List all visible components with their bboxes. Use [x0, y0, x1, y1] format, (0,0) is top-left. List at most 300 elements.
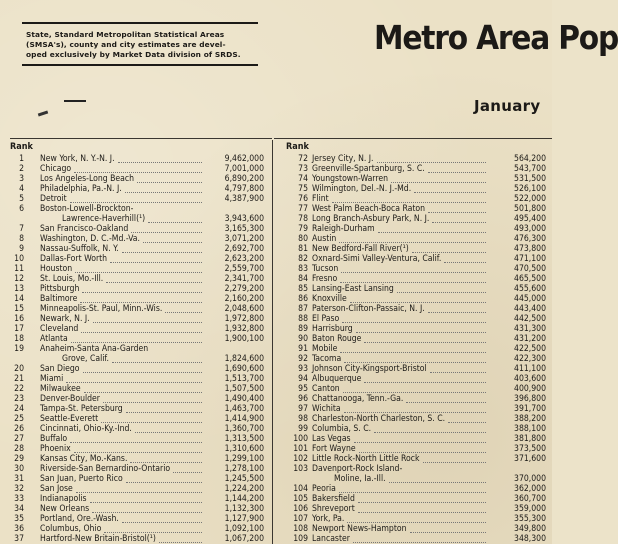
leader-dots	[125, 185, 202, 193]
rank-number: 107	[293, 514, 308, 524]
population-value: 3,943,600	[224, 214, 264, 224]
metro-area-name-continued: Moline, Ia.-Ill.	[334, 474, 386, 484]
leader-dots	[90, 495, 202, 503]
table-row	[276, 414, 552, 424]
leader-dots	[389, 475, 486, 483]
metro-area-name: Las Vegas	[312, 434, 351, 444]
population-value: 3,071,200	[224, 234, 264, 244]
population-value: 531,500	[514, 174, 546, 184]
table-row	[0, 374, 272, 384]
population-value: 348,300	[514, 534, 546, 544]
metro-area-name: Long Branch-Asbury Park, N. J.	[312, 214, 430, 224]
rank-number: 5	[19, 194, 24, 204]
table-row	[276, 264, 552, 274]
rank-number: 13	[14, 284, 24, 294]
metro-area-name: Buffalo	[40, 434, 68, 444]
population-value: 1,900,100	[224, 334, 264, 344]
population-value: 355,300	[514, 514, 546, 524]
rank-number: 108	[293, 524, 308, 534]
metro-area-name: Tampa-St. Petersburg	[40, 404, 123, 414]
intro-line: oped exclusively by Market Data division of SRDS.	[26, 50, 241, 59]
rank-number: 19	[14, 344, 24, 354]
table-row	[0, 254, 272, 264]
leader-dots	[358, 505, 486, 513]
metro-area-name-continued: Lawrence-Haverhill(¹)	[62, 214, 146, 224]
table-row	[0, 464, 272, 474]
metro-area-name: San Diego	[40, 364, 80, 374]
population-value: 422,300	[514, 354, 546, 364]
population-value: 473,800	[514, 244, 546, 254]
population-value: 455,600	[514, 284, 546, 294]
metro-area-name: Los Angeles-Long Beach	[40, 174, 135, 184]
metro-area-name: Lansing-East Lansing	[312, 284, 394, 294]
table-row	[276, 284, 552, 294]
rank-number: 22	[14, 384, 24, 394]
leader-dots	[428, 165, 486, 173]
metro-area-name: Paterson-Clifton-Passaic, N. J.	[312, 304, 425, 314]
leader-dots	[374, 425, 486, 433]
leader-dots	[106, 275, 202, 283]
rank-number: 89	[298, 324, 308, 334]
ranking-column-left	[0, 154, 272, 544]
population-value: 2,048,600	[224, 304, 264, 314]
leader-dots	[350, 295, 486, 303]
rank-number: 83	[298, 264, 308, 274]
rank-number: 72	[298, 154, 308, 164]
leader-dots	[432, 215, 486, 223]
intro-line: State, Standard Metropolitan Statistical Areas	[26, 30, 225, 39]
table-row	[0, 184, 272, 194]
leader-dots	[423, 455, 486, 463]
metro-area-name: El Paso	[312, 314, 340, 324]
rank-number: 98	[298, 414, 308, 424]
table-row	[0, 404, 272, 414]
metro-area-name: New Orleans	[40, 504, 90, 514]
rank-number: 14	[14, 294, 24, 304]
metro-area-name: Hartford-New Britain-Bristol(¹)	[40, 534, 156, 544]
metro-area-name: Raleigh-Durham	[312, 224, 375, 234]
leader-dots	[159, 535, 202, 543]
table-row	[276, 354, 552, 364]
leader-dots	[339, 235, 486, 243]
leader-dots	[410, 525, 486, 533]
metro-area-name: Indianapolis	[40, 494, 87, 504]
leader-dots	[130, 455, 202, 463]
metro-area-name: Peoria	[312, 484, 336, 494]
population-value: 360,700	[514, 494, 546, 504]
population-value: 2,623,200	[224, 254, 264, 264]
leader-dots	[80, 295, 202, 303]
leader-dots	[76, 485, 202, 493]
population-value: 1,092,100	[224, 524, 264, 534]
leader-dots	[430, 365, 486, 373]
population-value: 403,600	[514, 374, 546, 384]
table-row	[276, 504, 552, 514]
metro-area-name: Chattanooga, Tenn.-Ga.	[312, 394, 404, 404]
metro-area-name: Seattle-Everett	[40, 414, 99, 424]
rank-number: 26	[14, 424, 24, 434]
column-rule-left	[10, 138, 272, 139]
population-value: 2,341,700	[224, 274, 264, 284]
rank-number: 2	[19, 164, 24, 174]
table-row	[0, 494, 272, 504]
leader-dots	[84, 385, 202, 393]
table-row	[0, 394, 272, 404]
leader-dots	[70, 195, 202, 203]
leader-dots	[103, 395, 202, 403]
population-value: 1,972,800	[224, 314, 264, 324]
table-row	[0, 514, 272, 524]
population-value: 470,500	[514, 264, 546, 274]
rank-number: 11	[14, 264, 24, 274]
table-row	[0, 484, 272, 494]
rank-number: 31	[14, 474, 24, 484]
population-value: 6,890,200	[224, 174, 264, 184]
metro-area-name: Harrisburg	[312, 324, 353, 334]
leader-dots	[75, 265, 202, 273]
table-row	[0, 364, 272, 374]
population-value: 1,144,200	[224, 494, 264, 504]
population-value: 501,800	[514, 204, 546, 214]
table-row	[276, 434, 552, 444]
leader-dots	[82, 285, 202, 293]
metro-area-name: Anaheim-Santa Ana-Garden	[40, 344, 149, 354]
rank-number: 4	[19, 184, 24, 194]
rank-number: 93	[298, 364, 308, 374]
rank-number: 81	[298, 244, 308, 254]
leader-dots	[126, 475, 202, 483]
table-row	[276, 274, 552, 284]
rank-number: 97	[298, 404, 308, 414]
table-row	[276, 444, 552, 454]
table-row	[276, 184, 552, 194]
population-value: 1,414,900	[224, 414, 264, 424]
leader-dots	[339, 485, 486, 493]
leader-dots	[71, 335, 202, 343]
rank-number: 95	[298, 384, 308, 394]
metro-area-name: Charleston-North Charleston, S. C.	[312, 414, 446, 424]
leader-dots	[135, 425, 202, 433]
population-value: 493,000	[514, 224, 546, 234]
metro-area-name: Wilmington, Del.-N. J.-Md.	[312, 184, 412, 194]
rank-number: 18	[14, 334, 24, 344]
table-row	[0, 294, 272, 304]
metro-area-name: Kansas City, Mo.-Kans.	[40, 454, 128, 464]
table-row	[276, 404, 552, 414]
metro-area-name: Miami	[40, 374, 64, 384]
table-row	[0, 454, 272, 464]
rank-number: 34	[14, 504, 24, 514]
table-row	[276, 454, 552, 464]
column-rule-right	[274, 138, 552, 139]
leader-dots	[359, 445, 486, 453]
population-value: 1,932,800	[224, 324, 264, 334]
population-value: 4,387,900	[224, 194, 264, 204]
table-row	[0, 314, 272, 324]
population-value: 1,278,100	[224, 464, 264, 474]
leader-dots	[173, 465, 202, 473]
leader-dots	[93, 315, 202, 323]
leader-dots	[110, 255, 202, 263]
dateline: January	[474, 97, 541, 115]
population-value: 1,513,700	[224, 374, 264, 384]
population-value: 431,200	[514, 334, 546, 344]
population-value: 1,127,900	[224, 514, 264, 524]
population-value: 443,400	[514, 304, 546, 314]
rank-number: 103	[293, 464, 308, 474]
metro-area-name: Austin	[312, 234, 337, 244]
rank-number: 1	[19, 154, 24, 164]
metro-area-name: Flint	[312, 194, 329, 204]
rank-number: 79	[298, 224, 308, 234]
metro-area-name: Chicago	[40, 164, 72, 174]
rank-number: 10	[14, 254, 24, 264]
metro-area-name: Tucson	[312, 264, 339, 274]
population-value: 2,279,200	[224, 284, 264, 294]
leader-dots	[137, 175, 202, 183]
leader-dots	[343, 385, 486, 393]
table-row	[276, 304, 552, 314]
metro-area-name: Boston-Lowell-Brockton-	[40, 204, 134, 214]
table-row	[0, 424, 272, 434]
population-value: 1,690,600	[224, 364, 264, 374]
rank-number: 73	[298, 164, 308, 174]
population-value: 391,700	[514, 404, 546, 414]
metro-area-name: Washington, D. C.-Md.-Va.	[40, 234, 140, 244]
table-row	[0, 304, 272, 314]
table-row	[0, 324, 272, 334]
metro-area-name: Oxnard-Simi Valley-Ventura, Calif.	[312, 254, 442, 264]
print-mark	[64, 100, 86, 102]
rank-number: 106	[293, 504, 308, 514]
leader-dots	[406, 395, 486, 403]
leader-dots	[101, 415, 202, 423]
rank-number: 23	[14, 394, 24, 404]
rank-number: 15	[14, 304, 24, 314]
rank-number: 32	[14, 484, 24, 494]
table-row	[276, 294, 552, 304]
rank-number: 100	[293, 434, 308, 444]
metro-area-name: Milwaukee	[40, 384, 81, 394]
population-value: 4,797,800	[224, 184, 264, 194]
table-row	[276, 204, 552, 214]
leader-dots	[342, 315, 486, 323]
leader-dots	[354, 435, 486, 443]
table-row	[276, 234, 552, 244]
rank-number: 8	[19, 234, 24, 244]
leader-dots	[126, 405, 202, 413]
rank-number: 36	[14, 524, 24, 534]
metro-area-name: Davenport-Rock Island-	[312, 464, 403, 474]
leader-dots	[118, 155, 202, 163]
metro-area-name: Shreveport	[312, 504, 355, 514]
leader-dots	[412, 245, 486, 253]
population-value: 400,900	[514, 384, 546, 394]
leader-dots	[377, 155, 486, 163]
table-row	[276, 514, 552, 524]
metro-area-name: Baton Rouge	[312, 334, 362, 344]
population-value: 522,000	[514, 194, 546, 204]
metro-area-name: Detroit	[40, 194, 67, 204]
column-divider	[272, 140, 273, 544]
population-value: 1,310,600	[224, 444, 264, 454]
table-row	[276, 374, 552, 384]
leader-dots	[131, 225, 202, 233]
metro-area-name: Little Rock-North Little Rock	[312, 454, 420, 464]
table-row	[0, 164, 272, 174]
table-row	[276, 244, 552, 254]
population-value: 1,824,600	[224, 354, 264, 364]
intro-note	[22, 22, 258, 66]
population-value: 564,200	[514, 154, 546, 164]
metro-area-name: Columbia, S. C.	[312, 424, 372, 434]
table-row	[276, 194, 552, 204]
leader-dots	[356, 325, 486, 333]
population-value: 1,313,500	[224, 434, 264, 444]
leader-dots	[81, 325, 202, 333]
table-row	[276, 384, 552, 394]
rank-number: 3	[19, 174, 24, 184]
leader-dots	[148, 215, 202, 223]
leader-dots	[347, 515, 486, 523]
rank-number: 96	[298, 394, 308, 404]
table-row	[0, 414, 272, 424]
table-row	[276, 314, 552, 324]
metro-area-name-continued: Grove, Calif.	[62, 354, 109, 364]
rank-number: 90	[298, 334, 308, 344]
metro-area-name: Tacoma	[312, 354, 342, 364]
population-value: 495,400	[514, 214, 546, 224]
rank-number: 92	[298, 354, 308, 364]
population-value: 1,067,200	[224, 534, 264, 544]
rank-number: 102	[293, 454, 308, 464]
table-row	[276, 344, 552, 354]
leader-dots	[122, 245, 202, 253]
table-row	[276, 484, 552, 494]
metro-area-name: Newark, N. J.	[40, 314, 90, 324]
population-value: 1,245,500	[224, 474, 264, 484]
rank-number: 20	[14, 364, 24, 374]
leader-dots	[66, 375, 202, 383]
population-value: 1,299,100	[224, 454, 264, 464]
population-value: 445,000	[514, 294, 546, 304]
leader-dots	[428, 205, 486, 213]
metro-area-name: Minneapolis-St. Paul, Minn.-Wis.	[40, 304, 163, 314]
population-value: 362,000	[514, 484, 546, 494]
population-value: 349,800	[514, 524, 546, 534]
population-value: 1,224,200	[224, 484, 264, 494]
rank-number: 94	[298, 374, 308, 384]
metro-area-name: Wichita	[312, 404, 341, 414]
leader-dots	[340, 275, 486, 283]
table-row	[0, 234, 272, 244]
population-value: 1,132,300	[224, 504, 264, 514]
table-row	[0, 194, 272, 204]
rank-number: 37	[14, 534, 24, 544]
leader-dots	[378, 225, 486, 233]
rank-number: 7	[19, 224, 24, 234]
population-value: 411,100	[514, 364, 546, 374]
table-row	[0, 204, 272, 224]
table-row	[276, 224, 552, 234]
population-value: 422,500	[514, 344, 546, 354]
population-value: 371,600	[514, 454, 546, 464]
population-value: 388,200	[514, 414, 546, 424]
metro-area-name: Bakersfield	[312, 494, 355, 504]
rank-header-right: Rank	[286, 142, 309, 152]
table-row	[0, 344, 272, 364]
rank-number: 21	[14, 374, 24, 384]
leader-dots	[341, 265, 486, 273]
table-row	[0, 384, 272, 394]
table-row	[0, 504, 272, 514]
metro-area-name: Newport News-Hampton	[312, 524, 407, 534]
population-value: 9,462,000	[224, 154, 264, 164]
leader-dots	[112, 355, 202, 363]
population-value: 543,700	[514, 164, 546, 174]
leader-dots	[344, 405, 486, 413]
leader-dots	[344, 355, 486, 363]
table-row	[0, 244, 272, 254]
rank-number: 30	[14, 464, 24, 474]
table-row	[0, 154, 272, 164]
table-row	[0, 274, 272, 284]
table-row	[276, 174, 552, 184]
rank-number: 27	[14, 434, 24, 444]
headline: Metro Area Pop	[374, 18, 618, 57]
rank-number: 84	[298, 274, 308, 284]
population-value: 526,100	[514, 184, 546, 194]
leader-dots	[74, 165, 202, 173]
rank-header-left: Rank	[10, 142, 33, 152]
population-value: 2,692,700	[224, 244, 264, 254]
table-row	[276, 464, 552, 484]
metro-area-name: San Juan, Puerto Rico	[40, 474, 123, 484]
table-row	[276, 334, 552, 344]
rank-number: 74	[298, 174, 308, 184]
metro-area-name: Youngstown-Warren	[312, 174, 388, 184]
metro-area-name: Fresno	[312, 274, 338, 284]
rank-number: 91	[298, 344, 308, 354]
leader-dots	[70, 435, 202, 443]
rank-number: 99	[298, 424, 308, 434]
metro-area-name: Greenville-Spartanburg, S. C.	[312, 164, 425, 174]
metro-area-name: San Jose	[40, 484, 73, 494]
metro-area-name: Dallas-Fort Worth	[40, 254, 108, 264]
metro-area-name: Baltimore	[40, 294, 78, 304]
rank-number: 29	[14, 454, 24, 464]
metro-area-name: Johnson City-Kingsport-Bristol	[312, 364, 427, 374]
table-row	[0, 534, 272, 544]
population-value: 1,360,700	[224, 424, 264, 434]
leader-dots	[397, 285, 486, 293]
population-value: 442,500	[514, 314, 546, 324]
metro-area-name: Mobile	[312, 344, 338, 354]
rank-number: 6	[19, 204, 24, 214]
rank-number: 25	[14, 414, 24, 424]
ranking-column-right	[276, 154, 552, 544]
metro-area-name: Phoenix	[40, 444, 71, 454]
population-value: 370,000	[514, 474, 546, 484]
table-row	[276, 164, 552, 174]
leader-dots	[83, 365, 202, 373]
table-row	[0, 174, 272, 184]
leader-dots	[92, 505, 202, 513]
metro-area-name: West Palm Beach-Boca Raton	[312, 204, 426, 214]
metro-area-name: York, Pa.	[312, 514, 345, 524]
population-value: 381,800	[514, 434, 546, 444]
table-row	[276, 254, 552, 264]
